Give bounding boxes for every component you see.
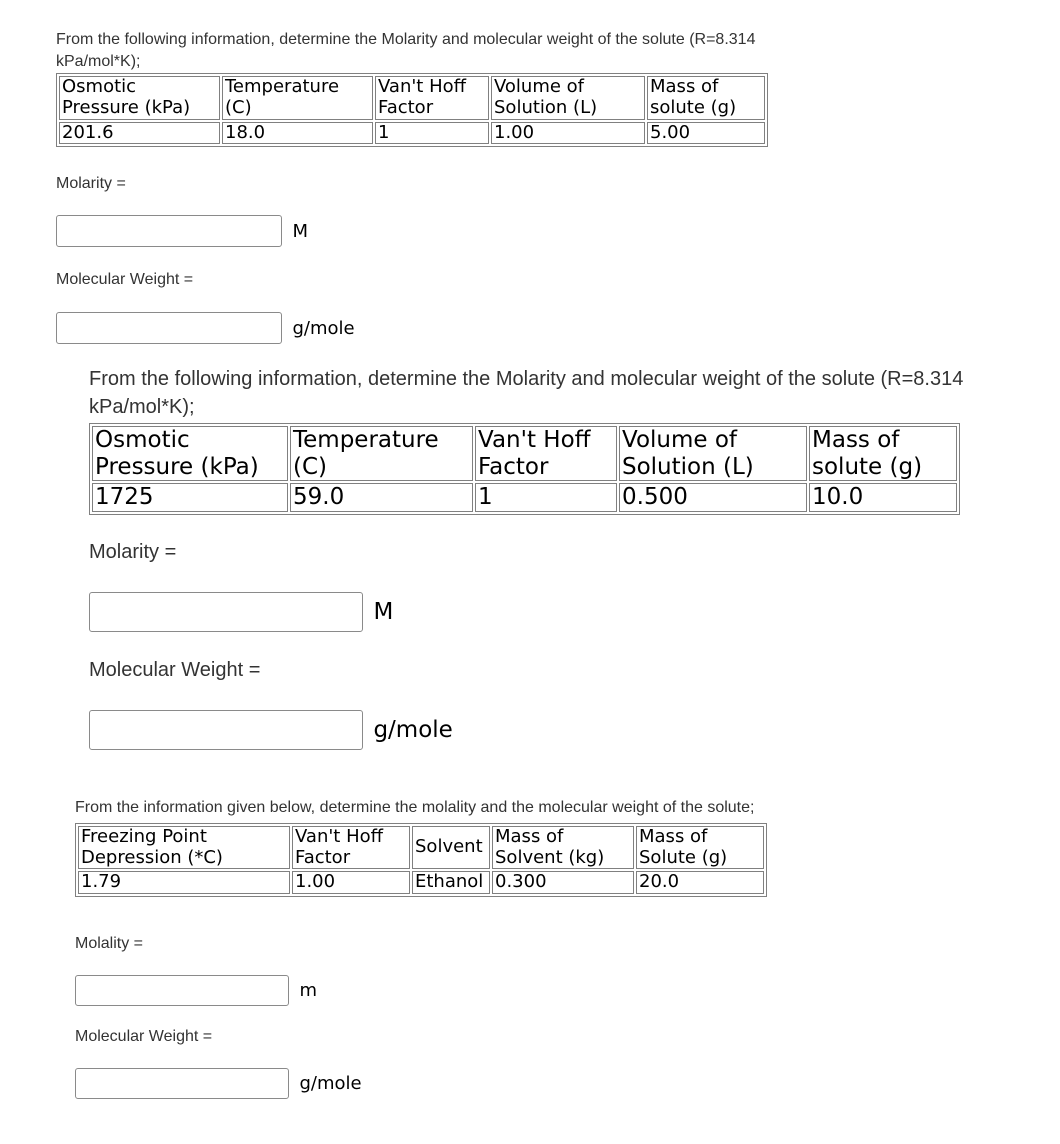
header-cell: Osmotic Pressure (kPa) — [92, 426, 288, 481]
table-row — [92, 483, 957, 511]
value-cell: 5.00 — [647, 122, 765, 145]
header-cell: Solvent — [412, 826, 490, 869]
molecular-weight-label-2: Molecular Weight = — [89, 659, 261, 681]
molality-label: Molality = — [75, 935, 144, 952]
problem-1-prompt: From the following information, determine the Molarity and molecular weight of the solute (R=8.314 kPa/mol*K); — [56, 31, 756, 71]
header-cell: Volume of Solution (L) — [619, 426, 807, 481]
value-cell: 1725 — [92, 483, 288, 511]
value-cell: 1.00 — [292, 871, 410, 894]
molecular-weight-answer-row-1 — [56, 312, 355, 344]
header-cell: Van't Hoff Factor — [475, 426, 617, 481]
molarity-label-2: Molarity = — [89, 541, 177, 563]
molecular-weight-input-3[interactable] — [75, 1068, 289, 1099]
table-row — [78, 871, 764, 894]
value-cell: 0.500 — [619, 483, 807, 511]
value-cell: 0.300 — [492, 871, 634, 894]
molarity-input-2[interactable] — [89, 592, 363, 632]
molecular-weight-answer-row-3 — [75, 1068, 362, 1099]
table-header-row — [59, 76, 765, 119]
value-cell: 1.00 — [491, 122, 645, 145]
molarity-unit-2: M — [373, 599, 394, 625]
value-cell: 59.0 — [290, 483, 473, 511]
value-cell: Ethanol — [412, 871, 490, 894]
molarity-unit-1: M — [292, 220, 308, 242]
value-cell: 201.6 — [59, 122, 220, 145]
value-cell: 18.0 — [222, 122, 373, 145]
molarity-answer-row-1 — [56, 215, 308, 247]
problem-3-prompt: From the information given below, determine the molality and the molecular weight of the solute; — [75, 799, 755, 816]
value-cell: 1 — [475, 483, 617, 511]
molality-answer-row — [75, 975, 317, 1006]
problem-3 — [75, 797, 795, 897]
header-cell: Mass of Solvent (kg) — [492, 826, 634, 869]
molecular-weight-unit-2: g/mole — [373, 717, 453, 743]
problem-2-prompt: From the following information, determine the Molarity and molecular weight of the solute (R=8.314 kPa/mol*K); — [89, 368, 964, 418]
problem-1-data-table — [56, 73, 768, 147]
molecular-weight-unit-1: g/mole — [292, 317, 355, 339]
molarity-answer-row-2 — [89, 592, 393, 632]
molality-unit: m — [299, 980, 317, 1001]
header-cell: Mass of solute (g) — [647, 76, 765, 119]
molarity-input-1[interactable] — [56, 215, 282, 247]
header-cell: Temperature (C) — [290, 426, 473, 481]
value-cell: 20.0 — [636, 871, 764, 894]
molecular-weight-input-2[interactable] — [89, 710, 363, 750]
molecular-weight-unit-3: g/mole — [299, 1073, 362, 1094]
header-cell: Van't Hoff Factor — [375, 76, 489, 119]
header-cell: Van't Hoff Factor — [292, 826, 410, 869]
header-cell: Osmotic Pressure (kPa) — [59, 76, 220, 119]
table-row — [59, 122, 765, 145]
molarity-label-1: Molarity = — [56, 175, 126, 192]
molecular-weight-answer-row-2 — [89, 710, 453, 750]
value-cell: 10.0 — [809, 483, 957, 511]
molecular-weight-input-1[interactable] — [56, 312, 282, 344]
molality-input[interactable] — [75, 975, 289, 1006]
header-cell: Mass of Solute (g) — [636, 826, 764, 869]
molecular-weight-label-3: Molecular Weight = — [75, 1028, 213, 1045]
problem-2-data-table — [89, 423, 960, 514]
header-cell: Mass of solute (g) — [809, 426, 957, 481]
table-header-row — [78, 826, 764, 869]
header-cell: Volume of Solution (L) — [491, 76, 645, 119]
problem-3-data-table — [75, 823, 767, 897]
problem-1 — [56, 29, 796, 147]
table-header-row — [92, 426, 957, 481]
problem-2 — [89, 366, 989, 515]
header-cell: Temperature (C) — [222, 76, 373, 119]
molecular-weight-label-1: Molecular Weight = — [56, 271, 194, 288]
value-cell: 1.79 — [78, 871, 290, 894]
header-cell: Freezing Point Depression (*C) — [78, 826, 290, 869]
value-cell: 1 — [375, 122, 489, 145]
